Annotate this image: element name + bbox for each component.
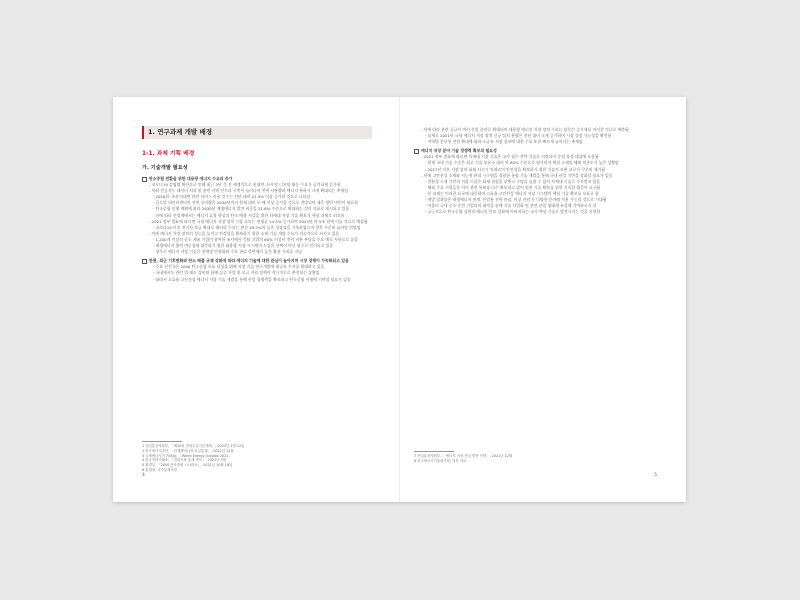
footnote: 3 국제에너지기구(IEA), 「World Energy Outlook 2022」 bbox=[142, 453, 232, 458]
paragraph-text: 에너지 저장 분야 기술 경쟁력 확보의 필요성 bbox=[421, 148, 497, 154]
paragraph-text: · 2020년 국내 비대면 관련 서비스 이용 건수는 전년 대비 21.9% 이상 증가한 것으로 나타남 bbox=[153, 194, 311, 200]
right-body bbox=[414, 127, 658, 215]
footnote-rule bbox=[142, 441, 182, 442]
paragraph bbox=[142, 277, 372, 283]
paragraph-text: · 친환경 소재 기반의 저장 기술은 화재 위험을 낮추고 수명을 늘릴 수 있어 차세대 기술로 주목받고 있음 bbox=[425, 178, 601, 184]
paragraph-text: · 개발 결과물은 재생에너지 연계, 산업용 전력 관리, 비상 전원 등 다양한 분야에 적용 가능할 것으로 기대됨 bbox=[425, 197, 607, 203]
paragraph-text: · 아울러 국내 중소·중견 기업과의 협력을 통해 기술 사업화 및 관련 산업 생태계 조성에 기여하고자 함 bbox=[425, 203, 597, 209]
section-title: 1. 연구과제 개발 배경 bbox=[142, 126, 372, 139]
subsubsection-title: 가. 기술개발 필요성 bbox=[142, 165, 188, 171]
paragraph-text: 한편, 최근 기후변화와 탄소 배출 규제 강화에 따라 에너지 기술에 대한 관심이 높아지며 시장 경쟁이 가속화되고 있음 bbox=[149, 258, 349, 264]
paragraph-text: · 지역별 분산형 전원 확대에 따라 소규모 저장 설비에 대한 수요 또한 빠르게 늘어나는 추세임 bbox=[425, 139, 583, 145]
page-number: 5 bbox=[654, 473, 657, 478]
paragraph-text: · 1,200개 이상의 중소 제조 기업이 참여한 조사에서 응답 기업의 60% 이상이 전력 비용 부담을 주요 애로 사항으로 꼽음 bbox=[153, 236, 358, 242]
footnote: 7 산업통상자원부, 「에너지 저장 산업 발전 전략」, 2021년 12월 bbox=[414, 454, 513, 458]
paragraph-text: · 장주기 에너지 저장 기술은 전력망 안정화와 수요 관리 측면에서 높은 활용 가치를 지님 bbox=[153, 249, 302, 255]
paragraph-text: · 재생에너지 출력 변동성에 대응하기 위한 대용량 저장 시스템의 도입은 선택이 아닌 필수로 인식되고 있음 bbox=[153, 243, 334, 249]
paragraph-text: 탄소중립 전환을 위한 대용량 에너지 수요의 증가 bbox=[149, 176, 233, 181]
subsection-title: 1-1. 과제 기획 배경 bbox=[142, 151, 195, 157]
paragraph-text: · 2017년 이후 저장 장치 화재 사고가 잇따르며 안전성을 확보하기 위한 기술적 보완 요구가 꾸준히 제기됨 bbox=[425, 166, 606, 172]
paragraph-text: - 2021 정부 발표에 따르면 국내 에너지 저장 장치 시장 규모는 연평균 14.3% 증가하여 2025년 약 5조 원에 이를 것으로 예상됨 bbox=[149, 218, 368, 224]
paragraph-text: · 국내에서도 관련 법·제도 정비와 함께 실증 사업 및 보급 지원 정책이 적극적으로 추진되는 상황임 bbox=[153, 270, 320, 276]
paragraph bbox=[142, 249, 372, 255]
footnote: 4 한국전력거래소, 「전력시장 통계 연보」, 2022년 5월 bbox=[142, 458, 227, 463]
paragraph-text: · 본 과제는 이러한 요구에 대응하여 고효율·고안전성 에너지 저장 시스템의 핵심 기술 확보를 목표로 함 bbox=[425, 190, 599, 196]
footnote: 6 통계청, 국가통계포털 bbox=[142, 467, 177, 472]
left-page bbox=[113, 97, 399, 502]
paragraph-text: · 이에 따라 산업계에서는 에너지 효율 향상과 탄소 배출 저감을 위한 차세대 저장 기술 확보가 핵심 과제로 떠오름 bbox=[153, 212, 345, 218]
paragraph-text: · 글로벌 데이터센터의 전력 소비량은 2030년까지 현재 대비 두 배 이상 증가할 것으로 전망되며 대응 방안 마련이 필요함 bbox=[153, 200, 359, 206]
paragraph-text: · 실제로 2021년 국내 에너지 저장 장치 신규 설치 용량은 전년 대비 크게 증가하여 시장 성장 가능성을 확인함 bbox=[425, 133, 612, 139]
paragraph-text: · 코로나19 이후 전기차 보급 확대로 배터리 수요는 연간 49.3%의 높은 성장률을 기록하였으며 향후 꾸준히 늘어날 전망임 bbox=[153, 224, 361, 230]
paragraph bbox=[414, 209, 658, 215]
footnote: 8 한국에너지기술평가원, 내부 자료 bbox=[414, 458, 467, 463]
paragraph bbox=[414, 139, 658, 145]
footnote: 1 산업통상자원부, 「제10차 전력수급기본계획」, 2023년 1월 12일 bbox=[142, 444, 245, 448]
paragraph-text: - 이에 에너지 저장 장치의 성능을 높이고 안정성을 확보하기 위한 소재 기술 개발 수요가 지속적으로 커지고 있음 bbox=[149, 230, 340, 236]
paragraph-text: · 따라서 고효율·고안전성 에너지 저장 기술 개발을 통해 산업 경쟁력을 확보하고 탄소중립 이행에 기여할 필요가 있음 bbox=[153, 276, 351, 282]
book-spread bbox=[113, 97, 686, 502]
left-body bbox=[142, 176, 372, 283]
paragraph-text: · 현재 국내 기술 수준은 최고 기술 보유국 대비 약 80% 수준으로 평가되어 핵심 소재의 해외 의존도가 높은 상황임 bbox=[425, 160, 619, 166]
footnote: 2 한국에너지공단, 「신재생에너지 보급통계」, 2022년 11월 bbox=[142, 448, 234, 453]
paragraph-text: - 특히 인공지능 데이터 처리 및 관련 서버 인프라 구축이 늘어나며 전력 사용량과 에너지 부하가 크게 확대되는 추세임 bbox=[149, 188, 349, 194]
paragraph-text: · 탄소중립 이행 계획에 따라 2030년 재생에너지 발전 비중을 21.6% 수준으로 확대하는 것이 목표로 제시되고 있음 bbox=[153, 206, 350, 212]
footnotes bbox=[142, 444, 372, 473]
footnote: 5 환경부, 「2050 탄소중립 시나리오」, 2021년 10월 18일 bbox=[142, 463, 233, 468]
paragraph-text: - 이에 따라 관련 공급이 여러 산업 분야로 확대되며 대용량 에너지 저장 장치 수요는 당분간 증가세를 이어갈 것으로 예측됨 bbox=[421, 127, 629, 132]
paragraph-text: · 해외 주요 기업들은 이미 관련 특허를 다수 확보하고 있어 원천 기술 확보를 위한 신속한 대응이 요구됨 bbox=[425, 184, 601, 190]
footnote-rule bbox=[414, 451, 454, 452]
paragraph-text: - 코로나19 감염병 확산으로 인해 최근 3년 간 전 세계적으로 비대면 소비 및 디지털 활동 수요가 급격하게 증가함 bbox=[149, 182, 341, 188]
paragraph-text: - 이에 고안전성 소재와 지능형 관리 시스템을 결합한 통합 기술 개발을 통해 국내 산업 기반을 강화할 필요가 있음 bbox=[421, 172, 613, 178]
paragraph-text: · 주요 선진국은 2050 탄소중립 목표 달성을 위해 저장 기술 연구개발에 대규모 투자를 확대하고 있음 bbox=[153, 264, 325, 270]
paragraph-text: - 2021 정부 발표에 따르면 차세대 저장 기술은 국가 필수 전략 기술로 지정되어 중점 육성 대상에 포함됨 bbox=[421, 154, 599, 160]
right-page bbox=[400, 97, 686, 502]
footnotes bbox=[414, 454, 658, 464]
page-number: 4 bbox=[142, 473, 145, 478]
paragraph-text: · 궁극적으로 탄소중립 실현과 에너지 안보 강화에 이바지하는 국가 핵심 기술로 발전시키는 것을 지향함 bbox=[425, 209, 601, 215]
